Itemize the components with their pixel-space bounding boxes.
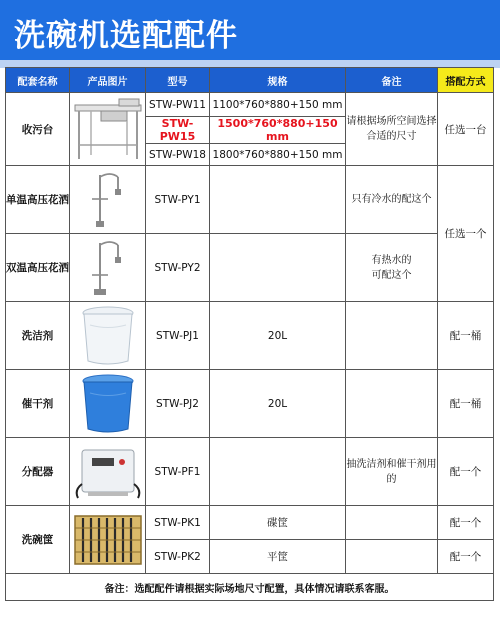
faucet-double-note-line-1: 有热水的	[371, 254, 412, 266]
rack-spec-1: 碟筐	[210, 506, 346, 540]
table-row	[6, 438, 494, 506]
detergent-model: STW-PJ1	[146, 302, 210, 370]
rack-model-1: STW-PK1	[146, 506, 210, 540]
table-row	[6, 370, 494, 438]
sink-model-1: STW-PW11	[146, 93, 210, 117]
sink-spec-2: 1500*760*880+150 mm	[210, 117, 346, 144]
header-note: 备注	[346, 68, 438, 93]
faucet-double-model: STW-PY2	[146, 234, 210, 302]
faucet-single-spec	[210, 166, 346, 234]
rinse-spec: 20L	[210, 370, 346, 438]
rack-name: 洗碗筐	[6, 506, 70, 574]
dispenser-note: 抽洗洁剂和催干剂用的	[346, 438, 438, 506]
dispenser-model: STW-PF1	[146, 438, 210, 506]
rinse-model: STW-PJ2	[146, 370, 210, 438]
sink-spec-3: 1800*760*880+150 mm	[210, 144, 346, 166]
header-model: 型号	[146, 68, 210, 93]
dispenser-image	[70, 438, 146, 506]
white-bucket-icon	[80, 305, 136, 367]
spray-faucet-icon	[88, 237, 128, 299]
dish-rack-icon	[73, 512, 143, 568]
page-title: 洗碗机选配配件	[14, 18, 238, 54]
rack-note-2	[346, 540, 438, 574]
faucet-double-image	[70, 234, 146, 302]
table-row	[6, 302, 494, 370]
footer-note: 备注：选配配件请根据实际场地尺寸配置，具体情况请联系客服。	[6, 574, 494, 601]
rinse-image	[70, 370, 146, 438]
spray-faucet-icon	[88, 169, 128, 231]
sink-spec-1: 1100*760*880+150 mm	[210, 93, 346, 117]
title-banner	[0, 0, 500, 60]
rack-note-1	[346, 506, 438, 540]
sink-table-icon	[73, 97, 143, 161]
faucet-double-note	[346, 234, 438, 302]
sink-model-2: STW-PW15	[146, 117, 210, 144]
detergent-name: 洗洁剂	[6, 302, 70, 370]
rack-image	[70, 506, 146, 574]
dispenser-name: 分配器	[6, 438, 70, 506]
detergent-image	[70, 302, 146, 370]
rack-option-1: 配一个	[438, 506, 494, 540]
sink-model-3: STW-PW18	[146, 144, 210, 166]
faucet-double-spec	[210, 234, 346, 302]
table-footer-row	[6, 574, 494, 601]
sink-name: 收污台	[6, 93, 70, 166]
table-row	[6, 93, 494, 117]
rack-option-2: 配一个	[438, 540, 494, 574]
dispenser-spec	[210, 438, 346, 506]
dispenser-box-icon	[74, 444, 142, 500]
dispenser-option: 配一个	[438, 438, 494, 506]
detergent-spec: 20L	[210, 302, 346, 370]
faucet-single-note: 只有冷水的配这个	[346, 166, 438, 234]
rack-spec-2: 平筐	[210, 540, 346, 574]
faucet-option: 任选一个	[438, 166, 494, 302]
sink-note: 请根据场所空间选择合适的尺寸	[346, 93, 438, 166]
header-image: 产品图片	[70, 68, 146, 93]
detergent-option: 配一桶	[438, 302, 494, 370]
sink-image	[70, 93, 146, 166]
table-row	[6, 506, 494, 540]
header-spec: 规格	[210, 68, 346, 93]
faucet-single-model: STW-PY1	[146, 166, 210, 234]
faucet-single-image	[70, 166, 146, 234]
sink-option: 任选一台	[438, 93, 494, 166]
table-row	[6, 234, 494, 302]
rinse-note	[346, 370, 438, 438]
faucet-single-name: 单温高压花洒	[6, 166, 70, 234]
rack-model-2: STW-PK2	[146, 540, 210, 574]
faucet-double-name: 双温高压花洒	[6, 234, 70, 302]
accessory-table	[5, 67, 494, 601]
table-header-row	[6, 68, 494, 93]
rinse-name: 催干剂	[6, 370, 70, 438]
faucet-double-note-line-2: 可配这个	[371, 269, 412, 281]
header-name: 配套名称	[6, 68, 70, 93]
table-row	[6, 166, 494, 234]
blue-bucket-icon	[80, 373, 136, 435]
header-option: 搭配方式	[438, 68, 494, 93]
detergent-note	[346, 302, 438, 370]
rinse-option: 配一桶	[438, 370, 494, 438]
